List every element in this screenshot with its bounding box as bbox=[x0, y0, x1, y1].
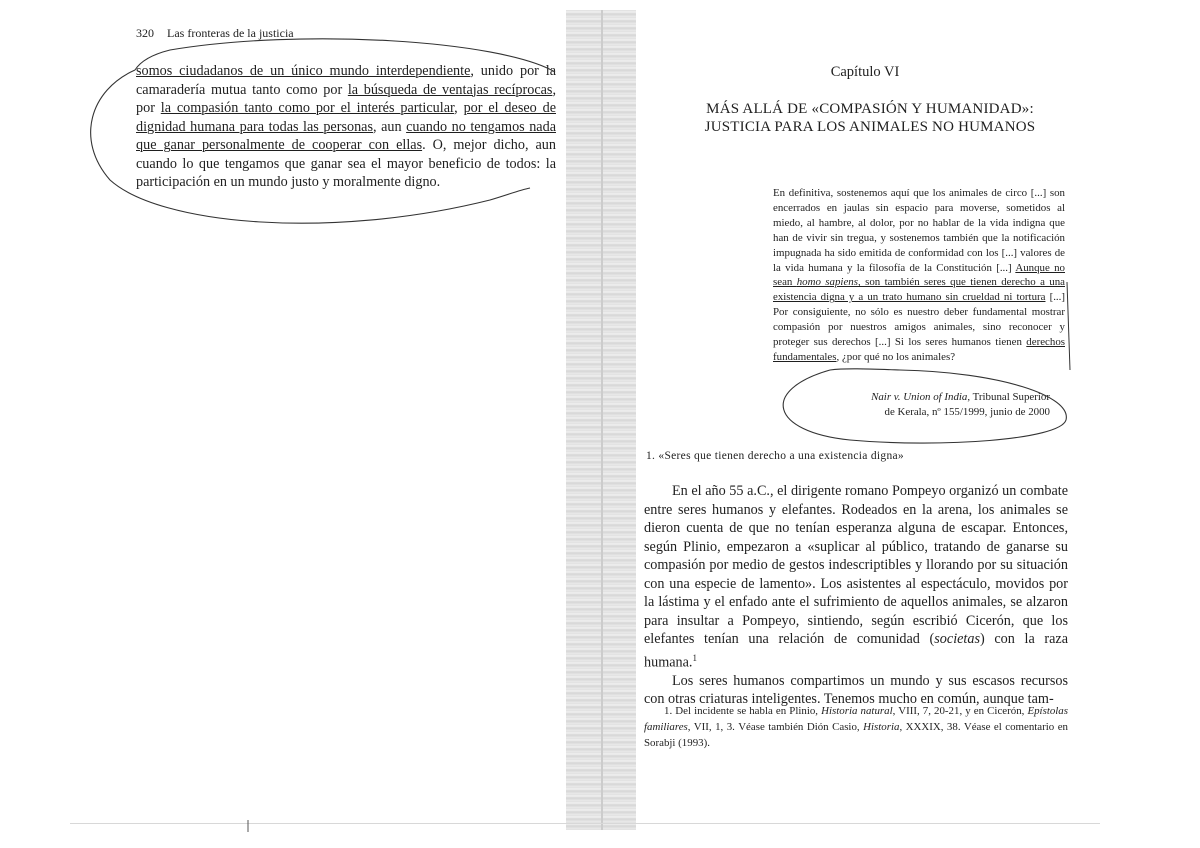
text-segment: , VII, 1, 3. Véase también Dión Casio, bbox=[687, 721, 864, 733]
text-segment: , son también seres que tienen derecho a una existencia digna y a un trato humano sin crueldad ni tortura bbox=[773, 276, 1065, 304]
chapter-title bbox=[660, 100, 1080, 136]
text-segment: somos ciudadanos de un único mundo interdependiente bbox=[136, 63, 471, 79]
text-segment: societas bbox=[934, 631, 980, 647]
citation-court: , Tribunal Superior bbox=[967, 391, 1050, 403]
text-segment: , ¿por qué no los animales? bbox=[836, 350, 956, 363]
running-head bbox=[136, 26, 294, 41]
text-segment: , unido por la camaradería mutua tanto como por bbox=[136, 63, 557, 98]
text-segment: , bbox=[454, 100, 464, 116]
text-segment: la búsqueda de ventajas recíprocas bbox=[347, 81, 553, 98]
text-segment: homo sapiens bbox=[796, 276, 858, 289]
body-paragraph-1 bbox=[644, 482, 1068, 672]
text-segment: , por bbox=[136, 81, 556, 116]
paragraph-1-text bbox=[644, 483, 1068, 670]
footnote bbox=[644, 703, 1068, 751]
text-segment: , VIII, 7, 20-21, y en Cicerón, bbox=[892, 705, 1028, 717]
text-segment: . O, mejor dicho, aun cuando lo que tengamos que ganar sea el mayor beneficio de todos: la participación en un mundo justo y moralmente digno. bbox=[136, 137, 556, 190]
text-segment: Historia bbox=[863, 721, 900, 733]
text-segment: [...] Por consiguiente, no sólo es nuestro deber fundamental mostrar compasión por nuestros amigos animales, sino reconocer y proteger sus derechos [...] Si los seres humanos tienen bbox=[773, 291, 1065, 349]
right-body bbox=[644, 482, 1068, 709]
page-number: 320 bbox=[136, 26, 154, 40]
section-heading: 1. «Seres que tienen derecho a una existencia digna» bbox=[646, 450, 904, 462]
epigraph-citation bbox=[790, 390, 1050, 420]
citation-case-name: Nair v. Union of India bbox=[871, 391, 968, 403]
text-segment: , aun bbox=[372, 118, 407, 135]
text-segment: cuando no tengamos nada que ganar personalmente de cooperar con ellas bbox=[136, 118, 556, 153]
text-segment: En definitiva, sostenemos aquí que los animales de circo [...] son encerrados en jaulas sin espacio para moverse, sometidos al miedo, al hambre, al dolor, por no hablar de la vida indigna que han de vivir sin tregua, y sostenemos también que la notificación impugnada ha sido emitida de conformidad con los [...] valores de la vida humana y la filosofía de la Constitución [...] bbox=[773, 187, 1065, 274]
text-segment: 1. Del incidente se habla en Plinio, bbox=[664, 705, 822, 717]
citation-line2: de Kerala, nº 155/1999, junio de 2000 bbox=[884, 406, 1050, 418]
text-segment: por el deseo de dignidad humana para todas las personas bbox=[136, 100, 556, 135]
text-segment: la compasión tanto como por el interés particular bbox=[160, 100, 455, 116]
text-segment: En el año 55 a.C., el dirigente romano Pompeyo organizó un combate entre seres humanos y elefantes. Rodeados en la arena, los animales se dieron cuenta de que no tenían esperanza alguna de escapar. Entonces, según Plinio, empezaron a «suplicar al público, tratando de ganarse su compasión por medio de gestos indescriptibles y llorando por su situación con una especie de lamento». Los asistentes al espectáculo, movidos por la lástima y el enfado ante el sufrimiento de aquellos animales, se alzaron para insultar a Pompeyo, sintiendo, según escribió Cicerón, que los elefantes tenían una relación de comunidad ( bbox=[644, 483, 1068, 647]
body-paragraph-2: Los seres humanos compartimos un mundo y sus escasos recursos con otras criaturas inteligentes. Tenemos mucho en común, aunque tam- bbox=[644, 672, 1068, 708]
text-segment: Historia natural bbox=[821, 705, 893, 717]
right-page bbox=[630, 0, 1200, 848]
text-segment: derechos fundamentales bbox=[773, 336, 1065, 363]
text-segment: Epístolas familiares bbox=[644, 705, 1068, 733]
chapter-title-line1: MÁS ALLÁ DE «COMPASIÓN Y HUMANIDAD»: bbox=[706, 101, 1034, 117]
footnote-marker: 1 bbox=[692, 652, 697, 663]
left-paragraph bbox=[136, 62, 556, 192]
scan-bottom-edge bbox=[70, 823, 1100, 824]
chapter-title-line2: JUSTICIA PARA LOS ANIMALES NO HUMANOS bbox=[704, 119, 1036, 135]
epigraph bbox=[773, 186, 1065, 365]
left-page bbox=[0, 0, 580, 848]
chapter-label: Capítulo VI bbox=[830, 64, 900, 80]
text-segment: ) con la raza humana. bbox=[644, 631, 1068, 671]
book-title: Las fronteras de la justicia bbox=[167, 26, 294, 40]
text-segment: , XXXIX, 38. Véase el comentario en Sorabji (1993). bbox=[644, 721, 1068, 749]
text-segment: Aunque no sean bbox=[773, 261, 1065, 289]
